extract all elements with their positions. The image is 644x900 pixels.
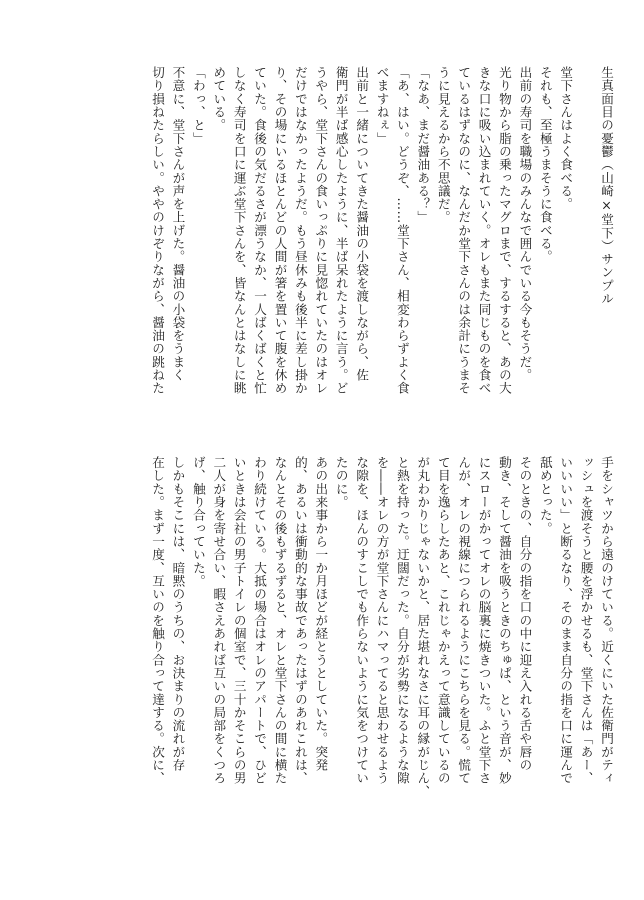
lower-text-block bbox=[147, 456, 616, 856]
text-line: 的、あるいは衝動的な事故であったはずのあれこれは、 bbox=[292, 456, 308, 785]
text-line: 衛門が半ば感心したように、半ば呆れたように言う。ど bbox=[333, 66, 349, 395]
text-line: ていた。食後の気だるさが漂うなか、一人ばくばくと忙 bbox=[252, 66, 268, 395]
text-line: わり続けている。大抵の場合はオレのアパートで、ひど bbox=[252, 456, 268, 785]
text-line: たのに。 bbox=[333, 456, 349, 509]
text-line: 手をシャツから遠のけている。近くにいた佐衛門がティ bbox=[599, 456, 614, 785]
text-line: 「なあ、まだ醤油ある？」 bbox=[415, 66, 431, 224]
text-line: 堂下さんはよく食べる。 bbox=[558, 66, 574, 211]
text-line: しなく寿司を口に運ぶ堂下さんを、皆なんとはなしに眺 bbox=[231, 66, 247, 395]
upper-text-block bbox=[147, 66, 616, 466]
text-line: 舐めとった。 bbox=[537, 456, 553, 535]
text-line: を――オレの方が堂下さんにハマってると思わせるよう bbox=[374, 456, 390, 785]
text-line: て目を逸らしたあと、これじゃかえって意識しているの bbox=[435, 456, 451, 785]
text-line: 在した。まず一度、互いのを触り合って達する。次に、 bbox=[150, 456, 166, 785]
text-line: げ、触り合っていた。 bbox=[190, 456, 206, 588]
text-line bbox=[575, 66, 595, 466]
text-line: にスローがかってオレの脳裏に焼きついた。ふと堂下さ bbox=[476, 456, 492, 785]
text-line: べますねぇ」 bbox=[374, 66, 390, 145]
text-line: あの出来事から一か月ほどが経とうとしていた。突発 bbox=[313, 456, 329, 772]
text-line: めている。 bbox=[211, 66, 227, 132]
text-line: な隙を、ほんのすこしでも作らないように気をつけてい bbox=[354, 456, 370, 785]
text-line: 光り物から脂の乗ったマグロまで、するすると、あの大 bbox=[496, 66, 512, 395]
text-line: きな口に吸い込まれていく。オレもまた同じものを食べ bbox=[476, 66, 492, 395]
text-line: だけではなかったようだ。もう昼休みも後半に差し掛か bbox=[292, 66, 308, 395]
text-line: そのときの、自分の指を口の中に迎え入れる舌や唇の bbox=[517, 456, 533, 772]
text-line: 不意に、堂下さんが声を上げた。醤油の小袋をうまく bbox=[170, 66, 186, 382]
text-line: それも、至極うまそうに食べる。 bbox=[537, 66, 553, 264]
text-line: ッシュを渡そうと腰を浮かせるも、堂下さんは「あー、 bbox=[578, 456, 594, 785]
text-line: なんとその後もずるずると、オレと堂下さんの間に横た bbox=[272, 456, 288, 785]
text-line: り、その場にいるほとんどの人間が箸を置いて腹を休め bbox=[272, 66, 288, 395]
text-line: 出前の寿司を職場のみんなで囲んでいる今もそうだ。 bbox=[517, 66, 533, 382]
text-line: 切り損ねたらしい。ややのけぞりながら、醤油の跳ねた bbox=[150, 66, 166, 395]
text-line: 「あ、はい。どうぞ、……堂下さん、相変わらずよく食 bbox=[394, 66, 410, 395]
text-line: んが、オレの視線につられるようにこちらを見る。慌て bbox=[456, 456, 472, 785]
text-line: しかもそこには、暗黙のうちの、お決まりの流れが存 bbox=[170, 456, 186, 772]
text-line: うやら、堂下さんの食いっぷりに見惚れていたのはオレ bbox=[313, 66, 329, 395]
text-line: 動き、そして醤油を吸うときのちゅぱ、という音が、妙 bbox=[496, 456, 512, 785]
text-line: いいいい」と断るなり、そのまま自分の指を口に運んで bbox=[558, 456, 574, 785]
text-line: と熱を持った。迂闊だった。自分が劣勢になるような隙 bbox=[394, 456, 410, 785]
text-line: ているはずなのに、なんだか堂下さんのは余計にうまそ bbox=[456, 66, 472, 395]
text-line: 「わっ、と」 bbox=[190, 66, 206, 145]
text-line: いときは会社の男子トイレの個室で、三十かそこらの男 bbox=[231, 456, 247, 785]
text-line: が丸わかりじゃないかと、居た堪れなさに耳の縁がじん、 bbox=[415, 456, 431, 798]
story-title: 生真面目の憂鬱（山崎×堂下）サンプル bbox=[599, 66, 614, 306]
text-line: うに見えるから不思議だ。 bbox=[435, 66, 451, 224]
text-line: 二人が身を寄せ合い、暇さえあれば互いの局部をくつろ bbox=[211, 456, 227, 785]
text-line: 出前と一緒についてきた醤油の小袋を渡しながら、佐 bbox=[354, 66, 370, 382]
